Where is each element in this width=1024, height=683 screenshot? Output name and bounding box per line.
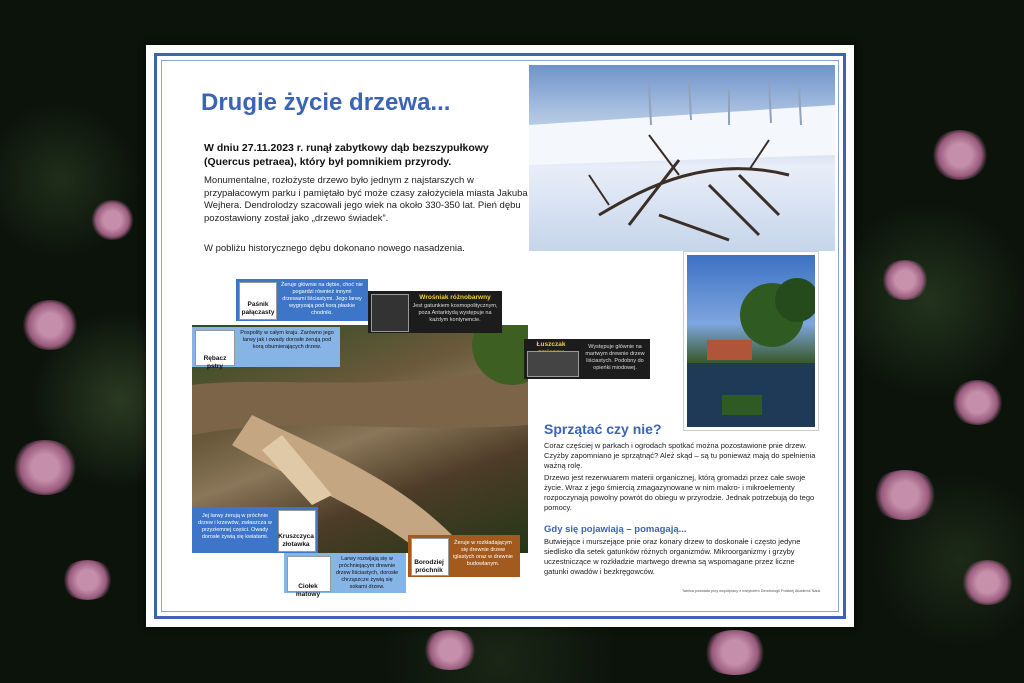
flower-cluster	[20, 300, 80, 350]
species-description: Larwy rozwijają się w próchniejącym drewnie drzew liściastych, dorosłe chrząszcze żywią się sokami drzew.	[335, 556, 399, 590]
flower-cluster	[930, 130, 990, 180]
species-description: Żeruje w rozkładającym się drewnie drzew iglastych oraz w drewnie budowlanym.	[453, 540, 513, 567]
mushroom-icon	[527, 351, 579, 377]
species-description: Żeruje głównie na dębie, choć nie pogardzi również innymi drzewami liściastymi. Jego larwy wygryzają pod korą płaskie chodniki.	[281, 282, 363, 316]
photo-park-palace	[684, 252, 818, 430]
section-heading: Sprzątać czy nie?	[544, 421, 662, 437]
flower-cluster	[90, 200, 135, 240]
species-description: Jej larwy żerują w próchnie drzew i krzewów, zwłaszcza w przyziemnej części. Owady dorosłe żywią się kwiatami.	[198, 513, 272, 540]
flower-cluster	[420, 630, 480, 670]
paragraph-history: Monumentalne, rozłożyste drzewo było jednym z najstarszych w przypałacowym parku i pamiętało być może czasy założyciela miasta Jakuba Wejhera. Dendrolodzy szacowali jego wiek na około 330-350 lat. Pień dębu pozostawiony został jako „drzewo świadek”.	[204, 175, 528, 224]
flower-cluster	[60, 560, 115, 600]
flower-cluster	[960, 560, 1015, 605]
fungus-icon	[371, 294, 409, 332]
section-paragraph-2: Drzewo jest rezerwuarem materii organicznej, którą gromadzi przez całe swoje życie. Wraz z jego śmiercią zmagazynowane w nim makro- i mikroelementy rozpoczynają powolny powrót do obiegu w przyrodzie. Jednak potrzebują do tego pomocy.	[544, 473, 815, 512]
species-card-kruszczyca	[192, 507, 318, 553]
species-description: Jest gatunkiem kosmopolitycznym, poza Antarktydą występuje na każdym kontynencie.	[412, 303, 498, 323]
species-name: Paśnik pałączasty	[241, 301, 275, 316]
section-paragraph-1: Coraz częściej w parkach i ogrodach spotkać można pozostawione pnie drzew. Czyżby zapomniano je sprzątnąć? Ależ skąd – są tu ponieważ mają do spełnienia ważną rolę.	[544, 441, 816, 470]
species-card-borodziej	[408, 535, 520, 577]
section-paragraph-3: Butwiejące i murszejące pnie oraz konary drzew to doskonałe i często jedyne siedlisko dla setek gatunków różnych organizmów. Mikroorganizmy i grzyby uczestniczące w rozkładzie martwego drewna są wspomagane przez liczne gatunki owadów i bezkręgowców.	[544, 537, 801, 576]
species-name: Ciołek matowy	[295, 583, 321, 598]
species-card-wrosniak	[368, 291, 502, 333]
species-card-rebacz	[192, 327, 340, 370]
flower-cluster	[950, 380, 1005, 425]
flower-cluster	[880, 260, 930, 300]
species-name: Wrośniak różnobarwny	[419, 294, 491, 301]
species-card-pasnik	[236, 279, 368, 321]
species-card-ciolek	[284, 553, 406, 598]
species-name: Kruszczyca złotawka	[278, 533, 314, 548]
flower-cluster	[700, 630, 770, 675]
species-card-luszczak	[524, 339, 650, 379]
species-name: Łuszczak	[536, 341, 566, 348]
board-title: Drugie życie drzewa...	[201, 89, 451, 116]
flower-cluster	[870, 470, 940, 520]
photo-fallen-oak-snow	[529, 65, 835, 251]
lead-text: W dniu 27.11.2023 r. runął zabytkowy dąb bezszypułkowy (Quercus petraea), który był pomnikiem przyrody.	[204, 142, 489, 168]
flower-cluster	[10, 440, 80, 495]
information-board	[146, 45, 854, 627]
section-subheading: Gdy się pojawiają – pomagają...	[544, 524, 687, 535]
credit-note: Tablica powstała przy współpracy z Instytutem Dendrologii Polskiej Akademii Nauk	[682, 589, 821, 593]
species-name: Rębacz pstry	[203, 355, 227, 370]
species-name: Borodziej próchnik	[414, 559, 444, 574]
species-description: Pospolity w całym kraju. Zarówno jego larwy jak i owady dorosłe żerują pod korą obumierających drzew.	[240, 330, 334, 350]
species-description: Występuje głównie na martwym drewnie drzew liściastych. Podobny do opieńki miodowej.	[585, 344, 645, 371]
paragraph-planting: W pobliżu historycznego dębu dokonano nowego nasadzenia.	[204, 243, 465, 254]
